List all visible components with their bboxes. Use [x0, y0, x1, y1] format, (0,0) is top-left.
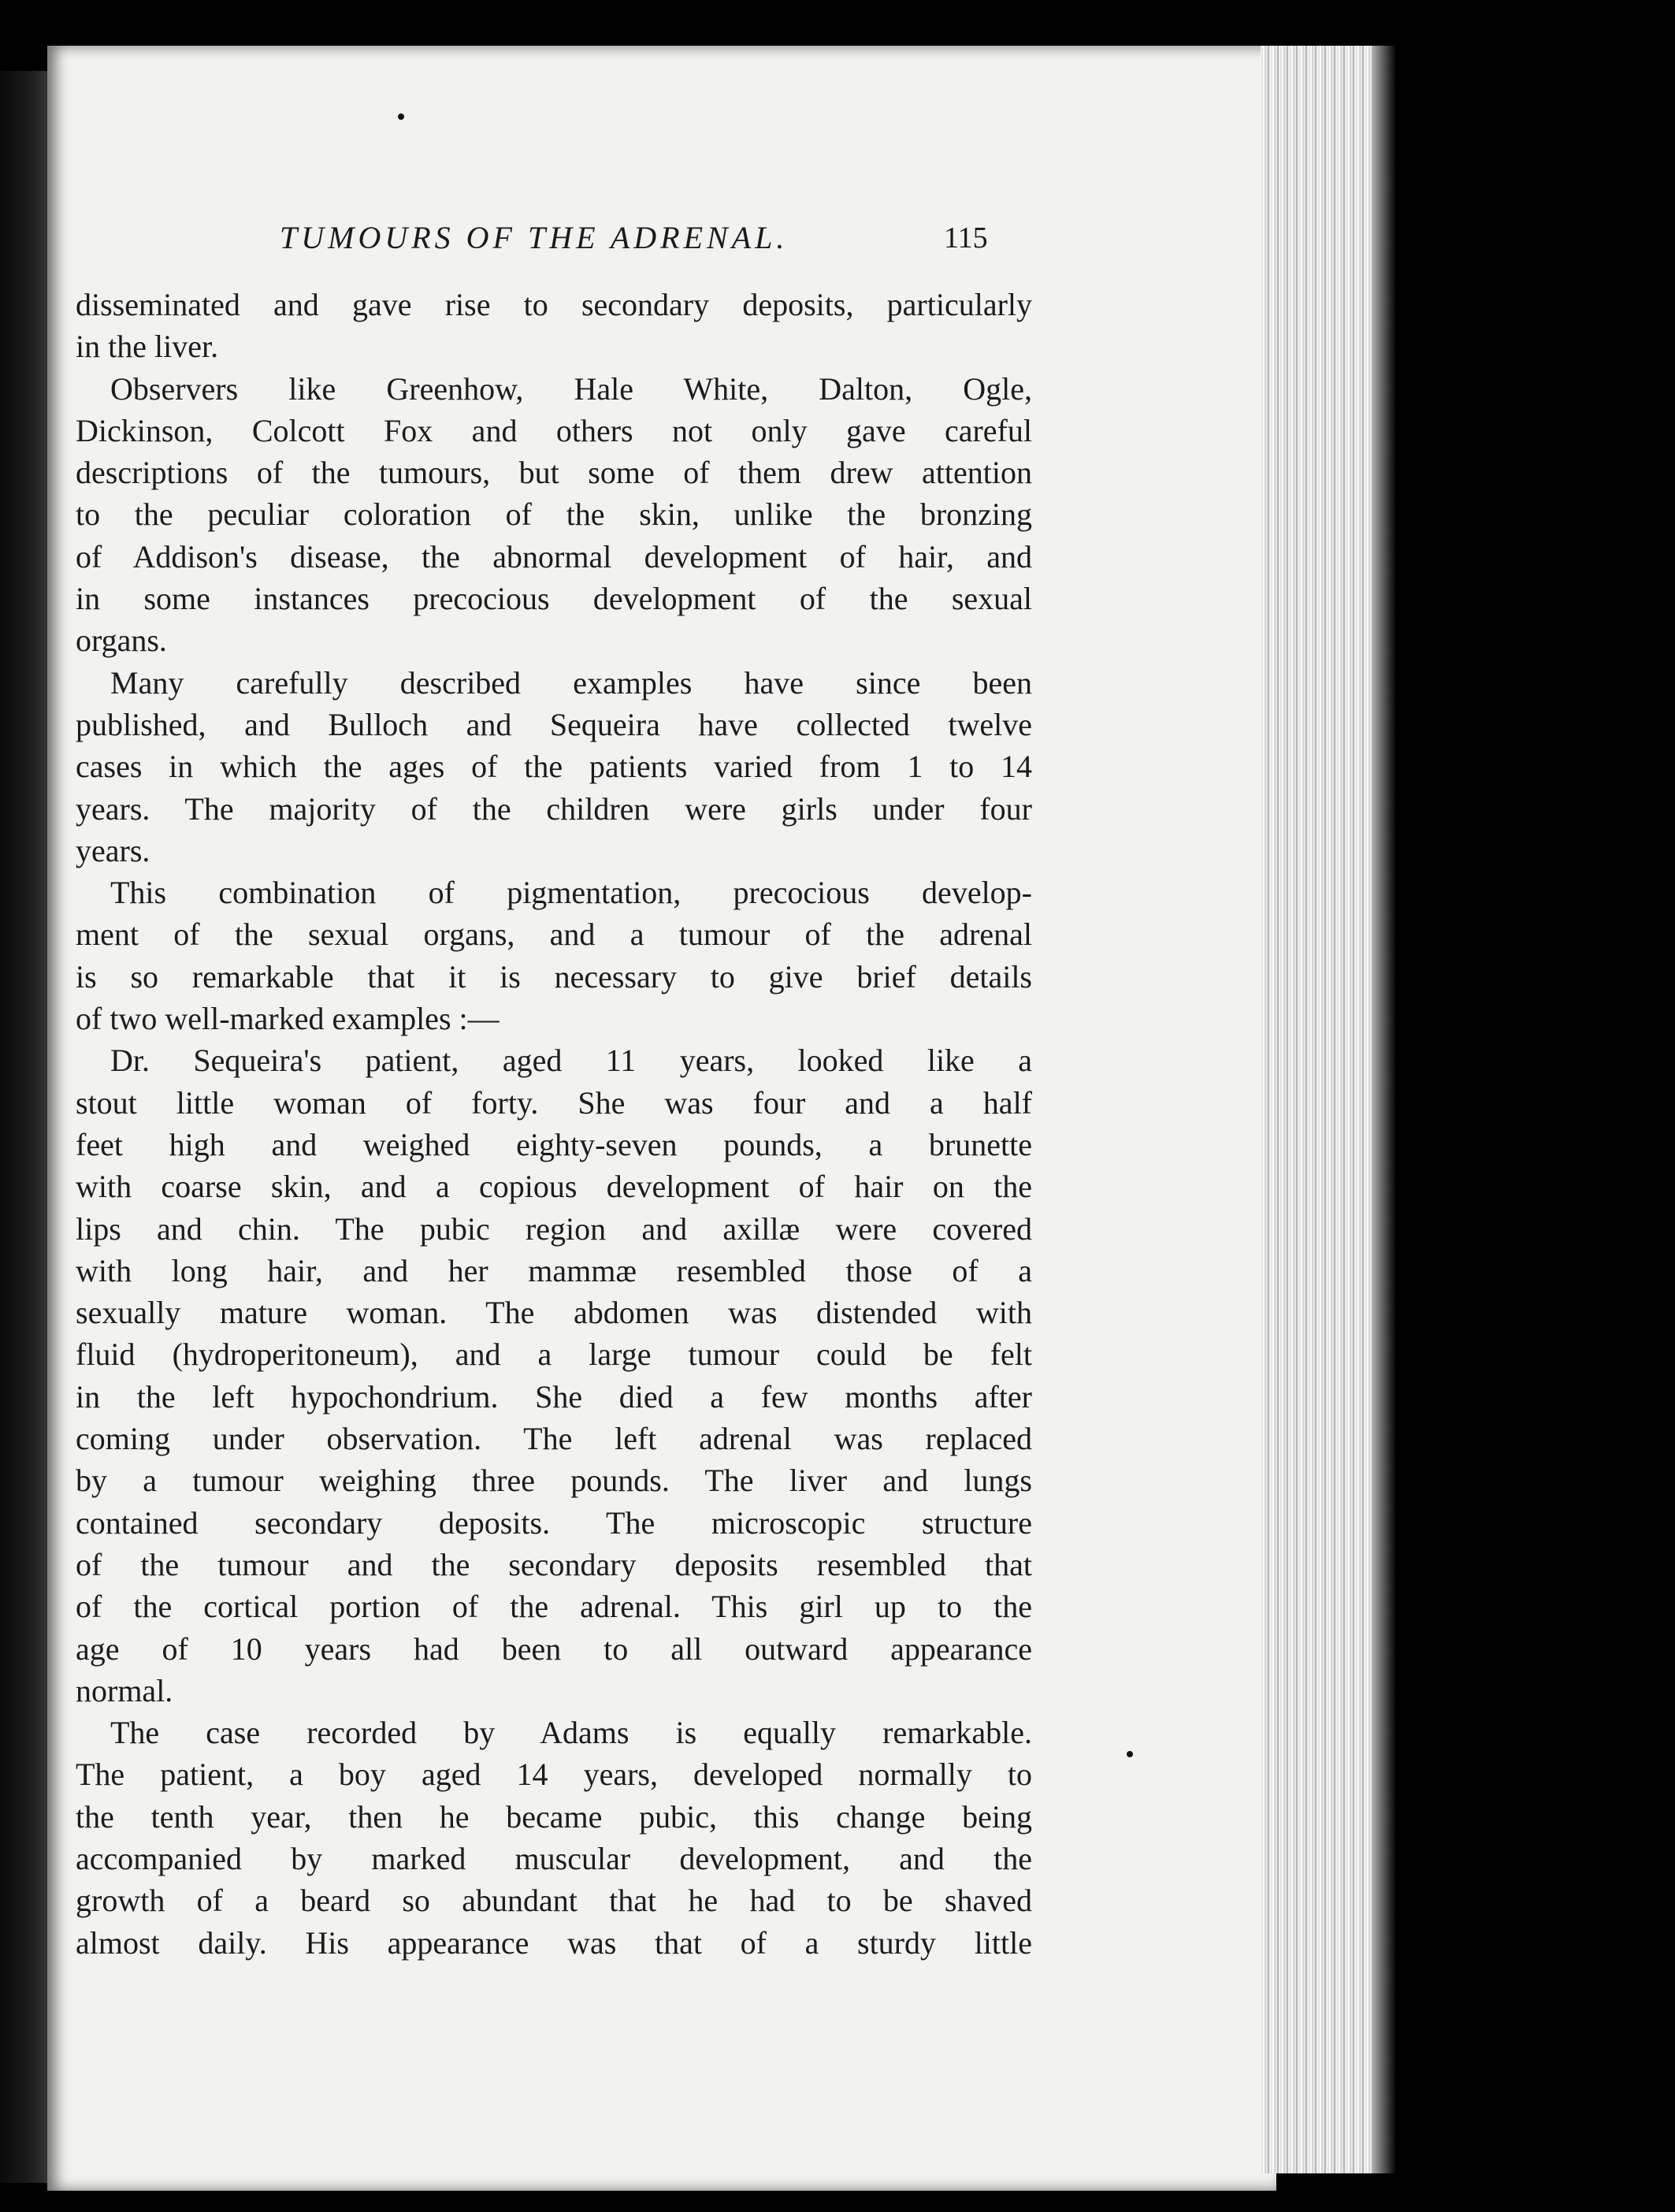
text-line: Dr. Sequeira's patient, aged 11 years, looked like a: [110, 1043, 1032, 1079]
text-line: years. The majority of the children were girls under four: [76, 790, 1032, 827]
text-line: sexually mature woman. The abdomen was distended with: [76, 1295, 1032, 1331]
text-line: stout little woman of forty. She was four and a half: [76, 1084, 1032, 1121]
text-line: Observers like Greenhow, Hale White, Dalton, Ogle,: [110, 370, 1032, 407]
text-line: in the liver.: [76, 329, 219, 365]
page-number: 115: [944, 221, 988, 255]
text-line: with coarse skin, and a copious development of hair on the: [76, 1169, 1032, 1205]
text-line: coming under observation. The left adrenal was replaced: [76, 1421, 1032, 1457]
text-line: of the tumour and the secondary deposits resembled that: [76, 1546, 1032, 1582]
text-line: fluid (hydroperitoneum), and a large tumour could be felt: [76, 1336, 1032, 1373]
text-line: Dickinson, Colcott Fox and others not only gave careful: [76, 412, 1032, 448]
text-line: of the cortical portion of the adrenal. This girl up to the: [76, 1589, 1032, 1625]
text-line: Many carefully described examples have since been: [110, 664, 1032, 701]
text-line: contained secondary deposits. The microscopic structure: [76, 1504, 1032, 1541]
text-line: age of 10 years had been to all outward appearance: [76, 1630, 1032, 1667]
text-line: published, and Bulloch and Sequeira have collected twelve: [76, 706, 1032, 742]
text-line: years.: [76, 832, 150, 868]
text-line: The case recorded by Adams is equally remarkable.: [110, 1715, 1032, 1751]
book-fore-edge: [1261, 46, 1372, 2173]
text-line: growth of a beard so abundant that he had to be shaved: [76, 1883, 1032, 1919]
text-line: in the left hypochondrium. She died a few months after: [76, 1378, 1032, 1415]
text-line: ment of the sexual organs, and a tumour of the adrenal: [76, 916, 1032, 953]
dust-speck: [398, 113, 404, 120]
text-line: disseminated and gave rise to secondary deposits, particularly: [76, 287, 1032, 322]
text-line: of two well-marked examples :—: [76, 1001, 500, 1037]
text-line: is so remarkable that it is necessary to give brief details: [76, 958, 1032, 994]
text-line: descriptions of the tumours, but some of them drew attention: [76, 455, 1032, 491]
text-line: in some instances precocious development of the sexual: [76, 581, 1032, 617]
text-line: by a tumour weighing three pounds. The liver and lungs: [76, 1463, 1032, 1499]
text-line: lips and chin. The pubic region and axillæ were covered: [76, 1210, 1032, 1247]
text-line: normal.: [76, 1672, 173, 1708]
dust-speck: [1127, 1751, 1133, 1757]
text-line: feet high and weighed eighty-seven pounds, a brunette: [76, 1126, 1032, 1162]
text-line: almost daily. His appearance was that of a sturdy little: [76, 1924, 1032, 1961]
text-line: cases in which the ages of the patients varied from 1 to 14: [76, 749, 1032, 785]
text-line: the tenth year, then he became pubic, this change being: [76, 1798, 1032, 1835]
text-line: accompanied by marked muscular development, and the: [76, 1840, 1032, 1876]
text-line: This combination of pigmentation, precocious develop-: [110, 875, 1032, 911]
text-line: organs.: [76, 623, 167, 659]
text-line: with long hair, and her mammæ resembled those of a: [76, 1252, 1032, 1288]
text-line: of Addison's disease, the abnormal development of hair, and: [76, 538, 1032, 574]
left-binding-shadow: [0, 71, 47, 2183]
book-edge-shadow: [1372, 46, 1396, 2173]
body-text-block: [76, 284, 1032, 1964]
text-line: The patient, a boy aged 14 years, developed normally to: [76, 1757, 1032, 1793]
running-head-title: TUMOURS OF THE ADRENAL.: [280, 220, 789, 255]
text-line: to the peculiar coloration of the skin, unlike the bronzing: [76, 496, 1032, 533]
